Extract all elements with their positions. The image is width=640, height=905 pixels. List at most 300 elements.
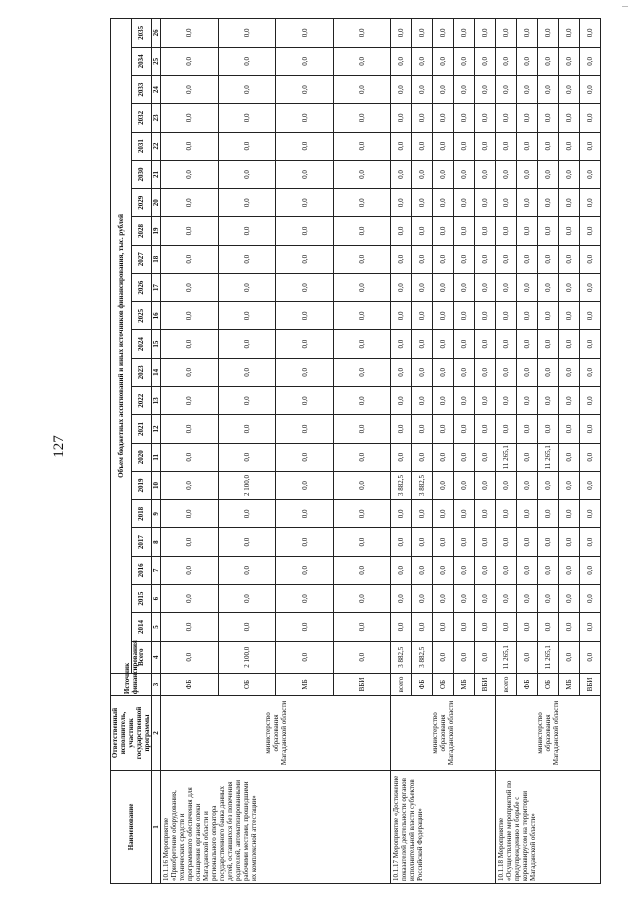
year-value: 0,0	[412, 500, 433, 528]
year-value: 0,0	[433, 302, 454, 330]
header-year: 2028	[131, 217, 152, 245]
year-value: 0,0	[579, 132, 600, 160]
table-row	[161, 19, 219, 884]
year-value: 0,0	[475, 273, 496, 301]
year-value: 0,0	[161, 415, 219, 443]
header-year: 2021	[131, 415, 152, 443]
year-value: 0,0	[391, 528, 412, 556]
year-value: 0,0	[475, 528, 496, 556]
year-value: 0,0	[433, 500, 454, 528]
year-value: 0,0	[391, 245, 412, 273]
year-value: 0,0	[433, 19, 454, 48]
year-value: 0,0	[496, 528, 517, 556]
year-value: 0,0	[454, 245, 475, 273]
funding-source: ВБИ	[475, 673, 496, 695]
year-value: 0,0	[558, 613, 579, 641]
column-index-cell: 17	[152, 273, 161, 301]
funding-source: МБ	[276, 673, 334, 695]
year-value: 0,0	[475, 160, 496, 188]
year-value: 0,0	[333, 585, 391, 613]
year-value: 0,0	[412, 358, 433, 386]
header-year: 2034	[131, 47, 152, 75]
year-value: 0,0	[496, 330, 517, 358]
column-index-cell: 3	[152, 673, 161, 695]
header-year: 2022	[131, 387, 152, 415]
column-index-cell: 4	[152, 641, 161, 673]
year-value: 0,0	[218, 415, 276, 443]
year-value: 0,0	[333, 245, 391, 273]
column-index-cell: 18	[152, 245, 161, 273]
funding-source: ОБ	[218, 673, 276, 695]
column-index-cell: 10	[152, 471, 161, 499]
year-value: 0,0	[538, 160, 559, 188]
year-value: 0,0	[538, 189, 559, 217]
year-value: 0,0	[558, 75, 579, 103]
year-value: 0,0	[454, 273, 475, 301]
year-value: 0,0	[218, 47, 276, 75]
year-value: 0,0	[333, 302, 391, 330]
year-value: 0,0	[517, 160, 538, 188]
year-value: 0,0	[333, 19, 391, 48]
year-value: 2 100,0	[218, 471, 276, 499]
header-volume: Объем бюджетных ассигнований и иных источников финансирования, тыс. рублей	[111, 19, 132, 674]
year-value: 0,0	[161, 273, 219, 301]
year-value: 0,0	[579, 556, 600, 584]
year-value: 0,0	[333, 160, 391, 188]
year-value: 0,0	[517, 132, 538, 160]
year-value: 0,0	[276, 217, 334, 245]
funding-source: всего	[391, 673, 412, 695]
total-value: 3 882,5	[391, 641, 412, 673]
year-value: 0,0	[558, 585, 579, 613]
column-index-cell: 16	[152, 302, 161, 330]
year-value: 0,0	[391, 500, 412, 528]
year-value: 0,0	[218, 273, 276, 301]
year-value: 0,0	[579, 19, 600, 48]
page-number: 127	[50, 435, 67, 458]
header-year: 2024	[131, 330, 152, 358]
total-value: 0,0	[333, 641, 391, 673]
year-value: 0,0	[391, 613, 412, 641]
year-value: 0,0	[412, 47, 433, 75]
year-value: 0,0	[558, 132, 579, 160]
year-value: 0,0	[433, 471, 454, 499]
year-value: 0,0	[161, 500, 219, 528]
year-value: 0,0	[391, 47, 412, 75]
year-value: 0,0	[496, 189, 517, 217]
year-value: 0,0	[558, 415, 579, 443]
header-responsible: Ответственный исполнитель, участник государственной программы	[111, 696, 152, 771]
year-value: 0,0	[333, 500, 391, 528]
year-value: 0,0	[218, 585, 276, 613]
year-value: 0,0	[558, 471, 579, 499]
header-year: 2025	[131, 302, 152, 330]
year-value: 0,0	[433, 358, 454, 386]
header-year: 2032	[131, 104, 152, 132]
column-index-cell: 8	[152, 528, 161, 556]
year-value: 0,0	[412, 613, 433, 641]
year-value: 0,0	[218, 75, 276, 103]
column-index-cell: 24	[152, 75, 161, 103]
year-value: 0,0	[517, 358, 538, 386]
funding-source: всего	[496, 673, 517, 695]
year-value: 0,0	[276, 387, 334, 415]
year-value: 0,0	[391, 556, 412, 584]
year-value: 11 265,1	[496, 443, 517, 471]
year-value: 0,0	[276, 556, 334, 584]
year-value: 0,0	[161, 217, 219, 245]
year-value: 0,0	[161, 189, 219, 217]
year-value: 0,0	[333, 217, 391, 245]
year-value: 0,0	[412, 273, 433, 301]
year-value: 0,0	[475, 19, 496, 48]
year-value: 0,0	[412, 19, 433, 48]
year-value: 0,0	[558, 528, 579, 556]
year-value: 0,0	[391, 443, 412, 471]
year-value: 0,0	[218, 302, 276, 330]
year-value: 0,0	[475, 47, 496, 75]
year-value: 0,0	[161, 104, 219, 132]
year-value: 0,0	[538, 500, 559, 528]
year-value: 0,0	[517, 613, 538, 641]
year-value: 0,0	[558, 19, 579, 48]
year-value: 0,0	[579, 500, 600, 528]
year-value: 0,0	[454, 47, 475, 75]
header-row-1	[111, 19, 132, 884]
table-row	[391, 19, 412, 884]
year-value: 0,0	[333, 75, 391, 103]
year-value: 0,0	[161, 387, 219, 415]
year-value: 0,0	[558, 217, 579, 245]
year-value: 0,0	[218, 245, 276, 273]
year-value: 0,0	[579, 47, 600, 75]
year-value: 0,0	[161, 585, 219, 613]
year-value: 0,0	[333, 132, 391, 160]
year-value: 0,0	[558, 245, 579, 273]
year-value: 0,0	[558, 500, 579, 528]
year-value: 0,0	[496, 160, 517, 188]
year-value: 0,0	[161, 358, 219, 386]
year-value: 0,0	[517, 471, 538, 499]
year-value: 0,0	[454, 585, 475, 613]
year-value: 0,0	[276, 415, 334, 443]
header-year: 2014	[131, 613, 152, 641]
column-index-cell: 23	[152, 104, 161, 132]
year-value: 0,0	[579, 358, 600, 386]
year-value: 0,0	[161, 245, 219, 273]
year-value: 0,0	[276, 302, 334, 330]
column-index-cell: 5	[152, 613, 161, 641]
column-index-cell: 20	[152, 189, 161, 217]
measure-name: 10.1.16 Мероприятие «Приобретение оборудования, технических средств и программного обеспечения для оснащения органов опеки Магаданской области и регионального оператора государственного банка данных детей, оставшихся без попечения родителей, автоматизированными рабочими местами, прошедшими их комплексной аттестации»	[161, 770, 391, 883]
year-value: 0,0	[538, 528, 559, 556]
year-value: 0,0	[276, 160, 334, 188]
year-value: 0,0	[276, 189, 334, 217]
financing-table	[110, 18, 601, 884]
year-value: 0,0	[517, 556, 538, 584]
year-value: 0,0	[391, 160, 412, 188]
year-value: 0,0	[538, 245, 559, 273]
year-value: 0,0	[433, 189, 454, 217]
header-source: Источник финансирования	[111, 673, 152, 695]
year-value: 0,0	[391, 75, 412, 103]
year-value: 0,0	[538, 415, 559, 443]
year-value: 0,0	[579, 528, 600, 556]
year-value: 0,0	[276, 19, 334, 48]
year-value: 0,0	[475, 189, 496, 217]
year-value: 0,0	[496, 245, 517, 273]
measure-name: 10.1.17 Мероприятие «Достижение показателей деятельности органов исполнительной власти субъектов Российской Федерации»	[391, 770, 496, 883]
year-value: 0,0	[161, 443, 219, 471]
year-value: 0,0	[496, 217, 517, 245]
year-value: 0,0	[218, 160, 276, 188]
year-value: 0,0	[391, 217, 412, 245]
year-value: 0,0	[517, 585, 538, 613]
year-value: 0,0	[538, 387, 559, 415]
year-value: 0,0	[412, 443, 433, 471]
year-value: 0,0	[391, 273, 412, 301]
year-value: 0,0	[454, 132, 475, 160]
year-value: 0,0	[558, 104, 579, 132]
year-value: 0,0	[433, 245, 454, 273]
total-value: 0,0	[558, 641, 579, 673]
measure-name: 10.1.18 Мероприятие «Осуществление мероприятий по предупреждению и борьбе с коронавирусом на территории Магаданской области»	[496, 770, 601, 883]
year-value: 0,0	[218, 443, 276, 471]
year-value: 0,0	[276, 75, 334, 103]
year-value: 0,0	[433, 415, 454, 443]
year-value: 0,0	[475, 387, 496, 415]
year-value: 0,0	[412, 75, 433, 103]
year-value: 0,0	[517, 415, 538, 443]
year-value: 0,0	[517, 245, 538, 273]
year-value: 0,0	[517, 19, 538, 48]
year-value: 0,0	[496, 104, 517, 132]
year-value: 0,0	[538, 217, 559, 245]
total-value: 0,0	[475, 641, 496, 673]
year-value: 0,0	[496, 358, 517, 386]
responsible-executor: министерство образования Магаданской области	[496, 696, 601, 771]
year-value: 0,0	[218, 500, 276, 528]
year-value: 0,0	[412, 528, 433, 556]
header-year: 2031	[131, 132, 152, 160]
year-value: 0,0	[496, 19, 517, 48]
column-index-cell: 15	[152, 330, 161, 358]
funding-source: ВБИ	[333, 673, 391, 695]
year-value: 0,0	[579, 104, 600, 132]
column-index-cell: 12	[152, 415, 161, 443]
year-value: 0,0	[276, 443, 334, 471]
year-value: 0,0	[517, 302, 538, 330]
funding-source: ОБ	[433, 673, 454, 695]
year-value: 0,0	[454, 189, 475, 217]
year-value: 0,0	[558, 189, 579, 217]
header-year: 2030	[131, 160, 152, 188]
header-year: 2029	[131, 189, 152, 217]
year-value: 0,0	[454, 217, 475, 245]
total-value: 3 882,5	[412, 641, 433, 673]
total-value: 0,0	[579, 641, 600, 673]
year-value: 0,0	[333, 189, 391, 217]
year-value: 0,0	[538, 330, 559, 358]
year-value: 0,0	[475, 330, 496, 358]
year-value: 0,0	[161, 19, 219, 48]
year-value: 0,0	[475, 104, 496, 132]
year-value: 0,0	[412, 556, 433, 584]
year-value: 0,0	[558, 273, 579, 301]
column-index-cell: 21	[152, 160, 161, 188]
year-value: 0,0	[333, 358, 391, 386]
responsible-executor: министерство образования Магаданской области	[161, 696, 391, 771]
year-value: 0,0	[391, 415, 412, 443]
year-value: 0,0	[276, 358, 334, 386]
year-value: 0,0	[454, 500, 475, 528]
year-value: 0,0	[496, 302, 517, 330]
total-value: 0,0	[454, 641, 475, 673]
year-value: 0,0	[579, 387, 600, 415]
year-value: 0,0	[496, 556, 517, 584]
year-value: 0,0	[579, 189, 600, 217]
column-index-cell: 13	[152, 387, 161, 415]
funding-source: ФБ	[161, 673, 219, 695]
year-value: 0,0	[475, 245, 496, 273]
column-index-cell: 14	[152, 358, 161, 386]
year-value: 0,0	[391, 132, 412, 160]
year-value: 0,0	[454, 160, 475, 188]
year-value: 0,0	[412, 387, 433, 415]
year-value: 0,0	[496, 585, 517, 613]
year-value: 0,0	[161, 47, 219, 75]
year-value: 0,0	[454, 358, 475, 386]
year-value: 0,0	[475, 132, 496, 160]
column-index-cell: 22	[152, 132, 161, 160]
year-value: 0,0	[454, 471, 475, 499]
year-value: 0,0	[433, 217, 454, 245]
year-value: 0,0	[538, 471, 559, 499]
year-value: 0,0	[433, 585, 454, 613]
year-value: 0,0	[538, 19, 559, 48]
year-value: 0,0	[333, 330, 391, 358]
header-year: 2018	[131, 500, 152, 528]
year-value: 0,0	[218, 613, 276, 641]
year-value: 0,0	[391, 358, 412, 386]
total-value: 0,0	[433, 641, 454, 673]
year-value: 0,0	[454, 75, 475, 103]
year-value: 0,0	[412, 104, 433, 132]
year-value: 0,0	[391, 19, 412, 48]
column-index-cell: 6	[152, 585, 161, 613]
year-value: 0,0	[579, 75, 600, 103]
year-value: 0,0	[161, 160, 219, 188]
year-value: 0,0	[517, 47, 538, 75]
column-index-cell: 7	[152, 556, 161, 584]
year-value: 0,0	[433, 75, 454, 103]
year-value: 0,0	[412, 415, 433, 443]
year-value: 0,0	[218, 387, 276, 415]
total-value: 0,0	[161, 641, 219, 673]
year-value: 0,0	[558, 330, 579, 358]
year-value: 0,0	[538, 273, 559, 301]
year-value: 0,0	[454, 387, 475, 415]
year-value: 0,0	[475, 585, 496, 613]
year-value: 0,0	[276, 47, 334, 75]
header-year: 2016	[131, 556, 152, 584]
year-value: 0,0	[218, 330, 276, 358]
year-value: 0,0	[161, 528, 219, 556]
year-value: 11 265,1	[538, 443, 559, 471]
year-value: 0,0	[579, 613, 600, 641]
column-index-cell: 25	[152, 47, 161, 75]
year-value: 0,0	[475, 217, 496, 245]
year-value: 0,0	[558, 387, 579, 415]
total-value: 11 265,1	[538, 641, 559, 673]
year-value: 0,0	[538, 47, 559, 75]
year-value: 0,0	[218, 189, 276, 217]
header-year: 2015	[131, 585, 152, 613]
year-value: 0,0	[391, 585, 412, 613]
year-value: 0,0	[433, 443, 454, 471]
year-value: 0,0	[538, 75, 559, 103]
year-value: 0,0	[475, 443, 496, 471]
year-value: 0,0	[558, 160, 579, 188]
year-value: 0,0	[558, 358, 579, 386]
year-value: 0,0	[218, 217, 276, 245]
year-value: 0,0	[276, 500, 334, 528]
year-value: 0,0	[433, 160, 454, 188]
year-value: 0,0	[333, 104, 391, 132]
year-value: 0,0	[579, 415, 600, 443]
year-value: 0,0	[579, 471, 600, 499]
year-value: 0,0	[391, 387, 412, 415]
funding-source: ОБ	[538, 673, 559, 695]
year-value: 0,0	[412, 330, 433, 358]
year-value: 0,0	[454, 19, 475, 48]
year-value: 0,0	[579, 443, 600, 471]
year-value: 0,0	[333, 387, 391, 415]
year-value: 0,0	[218, 528, 276, 556]
year-value: 0,0	[433, 330, 454, 358]
year-value: 0,0	[454, 528, 475, 556]
year-value: 0,0	[517, 387, 538, 415]
year-value: 0,0	[433, 47, 454, 75]
year-value: 0,0	[333, 471, 391, 499]
year-value: 0,0	[218, 104, 276, 132]
table-row	[496, 19, 517, 884]
year-value: 0,0	[218, 556, 276, 584]
year-value: 0,0	[517, 189, 538, 217]
year-value: 0,0	[454, 104, 475, 132]
year-value: 0,0	[579, 245, 600, 273]
year-value: 0,0	[391, 330, 412, 358]
year-value: 0,0	[496, 387, 517, 415]
year-value: 0,0	[579, 273, 600, 301]
year-value: 0,0	[276, 613, 334, 641]
header-year: 2023	[131, 358, 152, 386]
funding-source: ФБ	[412, 673, 433, 695]
year-value: 0,0	[579, 217, 600, 245]
year-value: 0,0	[333, 47, 391, 75]
header-year: 2033	[131, 75, 152, 103]
year-value: 0,0	[538, 556, 559, 584]
year-value: 0,0	[475, 500, 496, 528]
year-value: 0,0	[433, 104, 454, 132]
year-value: 0,0	[412, 585, 433, 613]
year-value: 0,0	[276, 273, 334, 301]
year-value: 0,0	[475, 302, 496, 330]
column-index-cell: 1	[152, 770, 161, 883]
year-value: 0,0	[517, 443, 538, 471]
year-value: 0,0	[161, 556, 219, 584]
column-index-cell: 9	[152, 500, 161, 528]
